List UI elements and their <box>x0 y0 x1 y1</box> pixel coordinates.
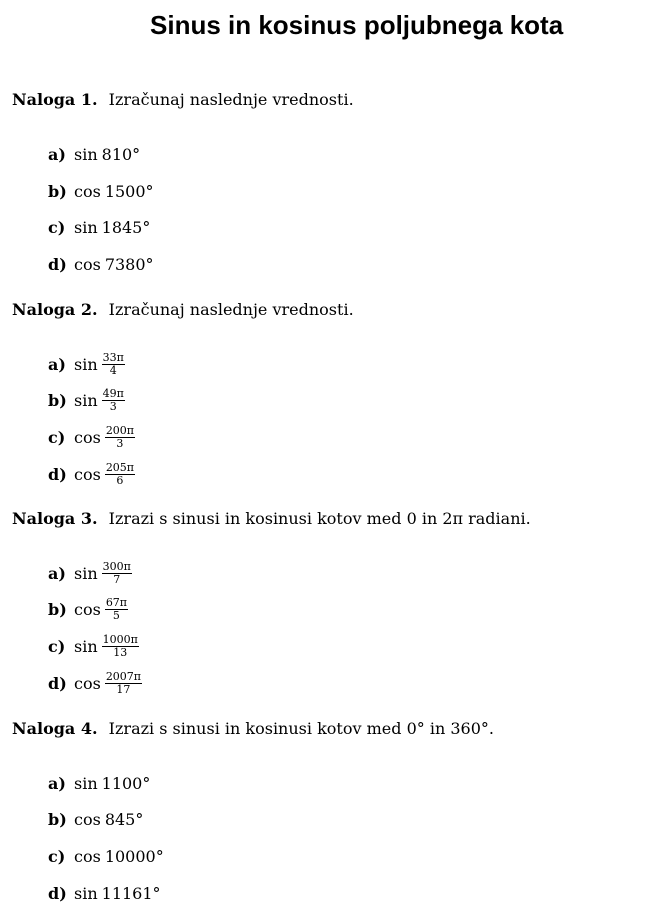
item-letter: b) <box>48 181 67 201</box>
fraction-denominator: 13 <box>113 645 128 659</box>
item-letter: a) <box>48 773 66 793</box>
fraction-denominator: 3 <box>109 399 117 413</box>
list-item <box>48 459 135 489</box>
list-item <box>48 212 150 242</box>
item-letter: b) <box>48 599 67 619</box>
angle-value: 845° <box>104 809 144 829</box>
list-item <box>48 422 135 452</box>
list-item <box>48 385 125 415</box>
fraction <box>105 462 135 487</box>
list-item <box>48 878 161 908</box>
fraction-numerator: 2007π <box>105 669 142 683</box>
fraction-numerator: 205π <box>105 460 135 474</box>
fraction-denominator: 4 <box>109 363 117 377</box>
trig-function: cos <box>74 427 101 447</box>
fraction-numerator: 200π <box>105 423 135 437</box>
list-item <box>48 249 154 279</box>
item-letter: c) <box>48 427 66 447</box>
page-title: Sinus in kosinus poljubnega kota <box>150 10 564 40</box>
item-letter: c) <box>48 636 66 656</box>
fraction-denominator: 6 <box>116 473 124 487</box>
item-letter: a) <box>48 563 66 583</box>
trig-function: cos <box>74 464 101 484</box>
trig-function: sin <box>74 883 98 903</box>
fraction <box>102 352 125 377</box>
item-letter: a) <box>48 144 66 164</box>
fraction-denominator: 3 <box>116 436 124 450</box>
fraction <box>102 388 125 413</box>
trig-function: cos <box>74 254 101 274</box>
task-text: Izrazi s sinusi in kosinusi kotov med 0 in 2π radiani. <box>108 509 531 528</box>
fraction <box>105 425 135 450</box>
list-item <box>48 668 142 698</box>
list-item <box>48 631 139 661</box>
item-letter: b) <box>48 390 67 410</box>
task-heading <box>12 508 531 530</box>
item-letter: d) <box>48 883 67 903</box>
trig-function: sin <box>74 390 98 410</box>
list-item <box>48 176 154 206</box>
list-item <box>48 558 132 588</box>
trig-function: cos <box>74 599 101 619</box>
task-heading <box>12 89 354 111</box>
trig-function: cos <box>74 846 101 866</box>
fraction <box>102 634 139 659</box>
trig-function: sin <box>74 217 98 237</box>
task-label: Naloga 2. <box>12 300 98 319</box>
list-item <box>48 841 164 871</box>
angle-value: 810° <box>101 144 141 164</box>
trig-function: sin <box>74 636 98 656</box>
item-letter: d) <box>48 464 67 484</box>
task-text: Izračunaj naslednje vrednosti. <box>108 90 354 109</box>
item-letter: d) <box>48 254 67 274</box>
angle-value: 1100° <box>101 773 151 793</box>
fraction-numerator: 67π <box>105 595 128 609</box>
list-item <box>48 594 128 624</box>
item-letter: b) <box>48 809 67 829</box>
task-label: Naloga 4. <box>12 719 98 738</box>
task-text: Izračunaj naslednje vrednosti. <box>108 300 354 319</box>
list-item <box>48 139 140 169</box>
trig-function: sin <box>74 563 98 583</box>
fraction-numerator: 49π <box>102 386 124 400</box>
fraction-numerator: 300π <box>102 559 131 573</box>
angle-value: 1845° <box>101 217 151 237</box>
item-letter: c) <box>48 846 66 866</box>
task-label: Naloga 3. <box>12 509 98 528</box>
trig-function: sin <box>74 354 98 374</box>
item-letter: d) <box>48 673 67 693</box>
angle-value: 1500° <box>104 181 154 201</box>
list-item <box>48 804 143 834</box>
fraction-denominator: 7 <box>113 572 121 586</box>
fraction-numerator: 1000π <box>102 632 138 646</box>
fraction <box>105 671 142 696</box>
fraction-denominator: 17 <box>116 682 131 696</box>
angle-value: 10000° <box>104 846 164 866</box>
fraction-denominator: 5 <box>112 608 120 622</box>
fraction-numerator: 33π <box>102 350 124 364</box>
task-heading <box>12 299 354 321</box>
task-text: Izrazi s sinusi in kosinusi kotov med 0° in 360°. <box>108 719 494 738</box>
list-item <box>48 768 150 798</box>
fraction <box>105 597 128 622</box>
angle-value: 7380° <box>104 254 154 274</box>
trig-function: sin <box>74 144 98 164</box>
task-label: Naloga 1. <box>12 90 98 109</box>
trig-function: sin <box>74 773 98 793</box>
trig-function: cos <box>74 809 101 829</box>
item-letter: c) <box>48 217 66 237</box>
fraction <box>102 561 132 586</box>
list-item <box>48 349 125 379</box>
trig-function: cos <box>74 181 101 201</box>
item-letter: a) <box>48 354 66 374</box>
angle-value: 11161° <box>101 883 161 903</box>
task-heading <box>12 718 494 740</box>
trig-function: cos <box>74 673 101 693</box>
